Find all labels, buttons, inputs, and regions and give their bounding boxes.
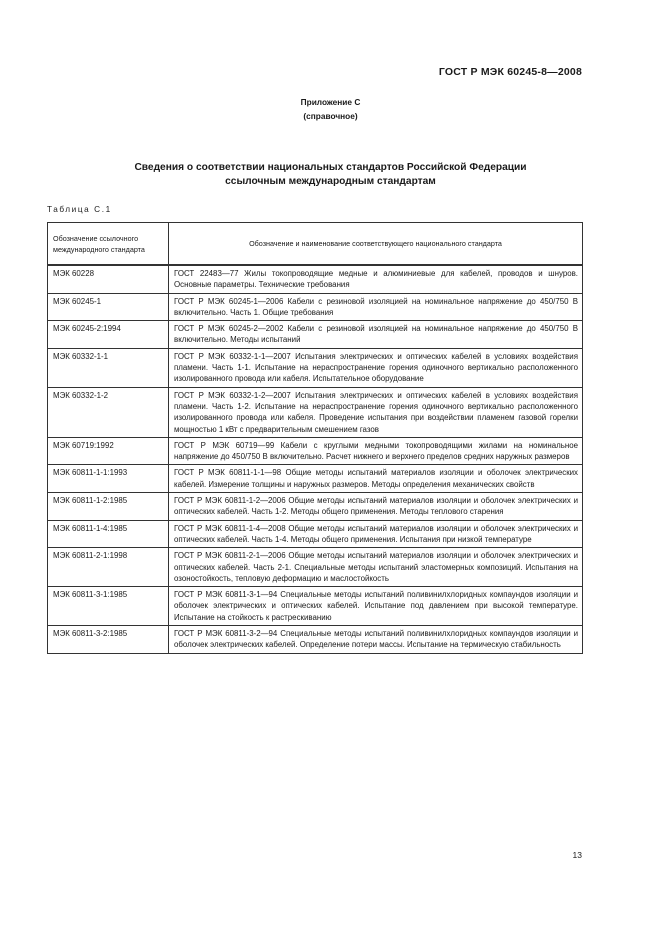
standard-code-header: ГОСТ Р МЭК 60245-8—2008	[438, 66, 582, 78]
ref-standard-cell: МЭК 60811-1-1:1993	[48, 465, 169, 493]
section-title-line2: ссылочным международным стандартам	[225, 176, 436, 187]
table-body	[48, 265, 583, 653]
table-row	[48, 437, 583, 465]
table-row	[48, 293, 583, 321]
table-caption: Таблица С.1	[47, 205, 112, 214]
header-ref-standard	[48, 223, 169, 266]
table-row	[48, 465, 583, 493]
national-standard-cell: ГОСТ 22483—77 Жилы токопроводящие медные и алюминиевые для кабелей, проводов и шнуров. Основные параметры. Технические требования	[169, 265, 583, 293]
section-title	[0, 161, 661, 189]
table-header-row	[48, 223, 583, 266]
table-row	[48, 348, 583, 387]
ref-standard-cell: МЭК 60245-1	[48, 293, 169, 321]
ref-standard-cell: МЭК 60811-1-4:1985	[48, 520, 169, 548]
national-standard-cell: ГОСТ Р МЭК 60811-1-4—2008 Общие методы испытаний материалов изоляции и оболочек электрических и оптических кабелей. Часть 1-4. Методы общего применения. Испытания при низкой температуре	[169, 520, 583, 548]
table-row	[48, 321, 583, 349]
ref-standard-cell: МЭК 60811-3-2:1985	[48, 626, 169, 654]
ref-standard-cell: МЭК 60228	[48, 265, 169, 293]
national-standard-cell: ГОСТ Р МЭК 60811-1-2—2006 Общие методы испытаний материалов изоляции и оболочек электрических и оптических кабелей. Часть 1-2. Методы общего применения. Методы теплового старения	[169, 493, 583, 521]
ref-standard-cell: МЭК 60811-2-1:1998	[48, 548, 169, 587]
ref-standard-cell: МЭК 60811-3-1:1985	[48, 587, 169, 626]
table-row	[48, 548, 583, 587]
ref-standard-cell: МЭК 60245-2:1994	[48, 321, 169, 349]
ref-standard-cell: МЭК 60719:1992	[48, 437, 169, 465]
national-standard-cell: ГОСТ Р МЭК 60811-2-1—2006 Общие методы испытаний материалов изоляции и оболочек электрических и оптических кабелей. Часть 2-1. Специальные методы испытаний эластомерных композиций. Испытания на озоностойкость, тепловую деформацию и маслостойкость	[169, 548, 583, 587]
ref-standard-cell: МЭК 60332-1-1	[48, 348, 169, 387]
national-standard-cell: ГОСТ Р МЭК 60811-3-2—94 Специальные методы испытаний поливинилхлоридных компаундов изоляции и оболочек электрических кабелей. Определение потери массы. Испытание на термическую стабильность	[169, 626, 583, 654]
header-national-standard: Обозначение и наименование соответствующего национального стандарта	[169, 223, 583, 266]
table-row	[48, 626, 583, 654]
national-standard-cell: ГОСТ Р МЭК 60332-1-1—2007 Испытания электрических и оптических кабелей в условиях воздействия пламени. Часть 1-1. Испытание на нераспространение горения одиночного вертикально расположенного изолированного провода или кабеля. Испытательное оборудование	[169, 348, 583, 387]
appendix-label: Приложение С	[300, 97, 361, 107]
table-row	[48, 265, 583, 293]
page-number: 13	[572, 850, 582, 860]
table-row	[48, 520, 583, 548]
ref-standard-cell: МЭК 60332-1-2	[48, 387, 169, 437]
national-standard-cell: ГОСТ Р МЭК 60811-3-1—94 Специальные методы испытаний поливинилхлоридных компаундов изоляции и оболочек электрических и оптических кабелей. Испытание под давлением при высокой температуре. Испытание на стойкость к растрескиванию	[169, 587, 583, 626]
appendix-heading	[0, 95, 661, 123]
table-row	[48, 387, 583, 437]
table-row	[48, 587, 583, 626]
national-standard-cell: ГОСТ Р МЭК 60245-2—2002 Кабели с резиновой изоляцией на номинальное напряжение до 450/750 В включительно. Методы испытаний	[169, 321, 583, 349]
correspondence-table	[47, 222, 583, 654]
national-standard-cell: ГОСТ Р МЭК 60811-1-1—98 Общие методы испытаний материалов изоляции и оболочек электрических кабелей. Измерение толщины и наружных размеров. Методы определения механических свойств	[169, 465, 583, 493]
table-row	[48, 493, 583, 521]
header-ref-line2: международного стандарта	[53, 244, 145, 254]
national-standard-cell: ГОСТ Р МЭК 60719—99 Кабели с круглыми медными токопроводящими жилами на номинальное напряжение до 450/750 В включительно. Расчет нижнего и верхнего пределов средних наружных размеров	[169, 437, 583, 465]
national-standard-cell: ГОСТ Р МЭК 60245-1—2006 Кабели с резиновой изоляцией на номинальное напряжение до 450/750 В включительно. Часть 1. Общие требования	[169, 293, 583, 321]
ref-standard-cell: МЭК 60811-1-2:1985	[48, 493, 169, 521]
header-ref-line1: Обозначение ссылочного	[53, 233, 139, 243]
appendix-type: (справочное)	[303, 111, 358, 121]
section-title-line1: Сведения о соответствии национальных стандартов Российской Федерации	[134, 162, 527, 173]
national-standard-cell: ГОСТ Р МЭК 60332-1-2—2007 Испытания электрических и оптических кабелей в условиях воздействия пламени. Часть 1-2. Испытание на нераспространение горения одиночного вертикально расположенного изолированного провода или кабеля. Проведение испытания при воздействии пламенем газовой горелки мощностью 1 кВт с предварительным смешением газов	[169, 387, 583, 437]
